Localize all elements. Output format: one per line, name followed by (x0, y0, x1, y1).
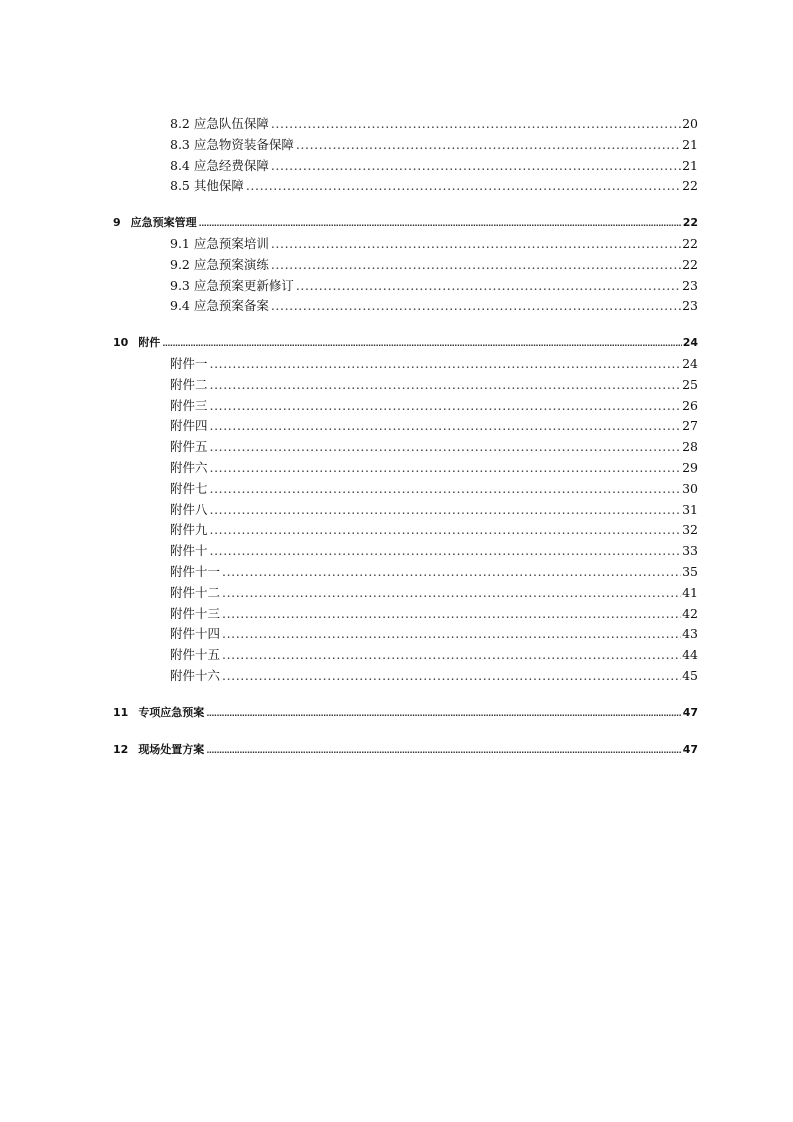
toc-entry[interactable] (113, 354, 698, 375)
table-of-contents (113, 114, 698, 760)
toc-page-number: 23 (682, 277, 698, 293)
toc-title-text: 附件 (138, 336, 161, 350)
toc-title-text: 9.2 应急预案演练 (170, 256, 269, 272)
toc-page-number: 33 (682, 543, 698, 559)
toc-title-text: 附件六 (170, 459, 208, 475)
toc-entry-title (170, 416, 210, 437)
toc-entry[interactable] (113, 541, 698, 562)
toc-entry-title (170, 276, 296, 297)
toc-page-number: 30 (682, 480, 698, 496)
toc-title-text: 附件十二 (170, 584, 221, 600)
toc-page-number: 24 (682, 355, 698, 371)
toc-title-text: 9.4 应急预案备案 (170, 298, 269, 314)
toc-page-number: 21 (682, 136, 698, 152)
toc-title-text: 附件十六 (170, 667, 221, 683)
toc-entry[interactable] (113, 255, 698, 276)
toc-entry-title (170, 255, 271, 276)
dot-leader (222, 604, 681, 625)
toc-title-text: 8.2 应急队伍保障 (170, 116, 269, 131)
toc-entry-title (113, 333, 162, 354)
toc-entry-title (170, 114, 271, 135)
toc-title-text: 附件十 (170, 543, 208, 559)
dot-leader (210, 541, 682, 562)
toc-page-number: 43 (682, 626, 698, 642)
toc-entry-title (170, 541, 210, 562)
toc-title-text: 8.5 其他保障 (170, 178, 244, 194)
toc-page-number: 24 (682, 336, 698, 350)
dot-leader (210, 354, 682, 375)
toc-entry[interactable] (113, 396, 698, 417)
toc-entry[interactable] (113, 479, 698, 500)
toc-entry[interactable] (113, 135, 698, 156)
dot-leader (246, 176, 681, 197)
toc-heading-entry[interactable] (113, 213, 698, 234)
toc-entry-title (170, 234, 271, 255)
toc-section-number: 10 (113, 336, 129, 350)
toc-section-number: 11 (113, 705, 129, 719)
dot-leader (210, 458, 682, 479)
toc-entry-title (170, 583, 222, 604)
toc-page-number: 41 (682, 584, 698, 600)
toc-title-text: 附件三 (170, 397, 208, 413)
toc-entry[interactable] (113, 666, 698, 687)
dot-leader (222, 562, 681, 583)
toc-entry-title (170, 437, 210, 458)
toc-page-number: 22 (682, 235, 698, 251)
toc-page-number: 29 (682, 459, 698, 475)
dot-leader (296, 276, 681, 297)
toc-title-text: 附件七 (170, 480, 208, 496)
toc-title-text: 附件四 (170, 418, 208, 434)
toc-entry-title (170, 296, 271, 317)
toc-title-text: 附件十四 (170, 626, 221, 642)
toc-entry[interactable] (113, 458, 698, 479)
toc-entry[interactable] (113, 375, 698, 396)
toc-page-number: 47 (682, 742, 698, 756)
toc-page-number: 22 (682, 216, 698, 230)
toc-entry-title (170, 135, 296, 156)
toc-page-number: 22 (682, 178, 698, 194)
toc-entry-title (170, 624, 222, 645)
toc-title-text: 8.3 应急物资装备保障 (170, 136, 294, 152)
toc-title-text: 附件十一 (170, 563, 221, 579)
toc-page-number: 28 (682, 439, 698, 455)
toc-title-text: 专项应急预案 (138, 705, 205, 719)
toc-entry[interactable] (113, 562, 698, 583)
toc-entry[interactable] (113, 296, 698, 317)
toc-page-number: 45 (682, 667, 698, 683)
toc-entry[interactable] (113, 500, 698, 521)
toc-title-text: 附件八 (170, 501, 208, 517)
toc-page-number: 42 (682, 605, 698, 621)
toc-page-number: 22 (682, 256, 698, 272)
dot-leader (222, 666, 681, 687)
toc-entry-title (170, 156, 271, 177)
dot-leader (210, 520, 682, 541)
toc-page-number: 31 (682, 501, 698, 517)
dot-leader (206, 740, 681, 762)
toc-entry[interactable] (113, 416, 698, 437)
toc-page-number: 21 (682, 157, 698, 173)
toc-title-text: 应急预案管理 (130, 216, 197, 230)
toc-page-number: 32 (682, 522, 698, 538)
toc-entry[interactable] (113, 604, 698, 625)
toc-entry-title (170, 500, 210, 521)
toc-entry[interactable] (113, 114, 698, 135)
toc-title-text: 9.3 应急预案更新修订 (170, 277, 294, 293)
dot-leader (210, 375, 682, 396)
toc-entry-title (113, 703, 206, 724)
dot-leader (271, 114, 681, 135)
toc-title-text: 附件九 (170, 522, 208, 538)
dot-leader (206, 703, 681, 725)
toc-entry[interactable] (113, 583, 698, 604)
toc-page-number: 23 (682, 298, 698, 314)
toc-entry[interactable] (113, 437, 698, 458)
dot-leader (271, 156, 681, 177)
dot-leader (162, 333, 681, 355)
dot-leader (210, 437, 682, 458)
dot-leader (210, 416, 682, 437)
toc-heading-entry[interactable] (113, 740, 698, 761)
dot-leader (271, 255, 681, 276)
dot-leader (210, 479, 682, 500)
toc-page-number: 26 (682, 397, 698, 413)
dot-leader (222, 624, 681, 645)
dot-leader (210, 500, 682, 521)
dot-leader (210, 396, 682, 417)
dot-leader (296, 135, 681, 156)
dot-leader (271, 234, 681, 255)
toc-section-number: 9 (113, 216, 121, 230)
toc-title-text: 附件十五 (170, 647, 221, 663)
toc-entry-title (170, 666, 222, 687)
toc-entry[interactable] (113, 156, 698, 177)
toc-page-number: 47 (682, 705, 698, 719)
toc-entry[interactable] (113, 520, 698, 541)
toc-page-number: 20 (682, 116, 698, 131)
toc-entry[interactable] (113, 624, 698, 645)
toc-entry-title (170, 458, 210, 479)
toc-entry[interactable] (113, 176, 698, 197)
toc-entry[interactable] (113, 645, 698, 666)
toc-entry-title (170, 354, 210, 375)
toc-heading-entry[interactable] (113, 703, 698, 724)
dot-leader (222, 583, 681, 604)
toc-page-number: 25 (682, 376, 698, 392)
dot-leader (222, 645, 681, 666)
toc-title-text: 现场处置方案 (138, 742, 205, 756)
toc-title-text: 附件五 (170, 439, 208, 455)
toc-entry-title (170, 479, 210, 500)
toc-entry-title (170, 645, 222, 666)
toc-page-number: 35 (682, 563, 698, 579)
toc-title-text: 8.4 应急经费保障 (170, 157, 269, 173)
toc-entry[interactable] (113, 234, 698, 255)
toc-title-text: 附件一 (170, 355, 208, 371)
toc-entry-title (170, 520, 210, 541)
toc-title-text: 9.1 应急预案培训 (170, 235, 269, 251)
dot-leader (271, 296, 681, 317)
toc-entry-title (170, 375, 210, 396)
toc-heading-entry[interactable] (113, 333, 698, 354)
toc-page-number: 44 (682, 647, 698, 663)
toc-title-text: 附件二 (170, 376, 208, 392)
toc-entry-title (113, 740, 206, 761)
toc-entry-title (170, 562, 222, 583)
toc-title-text: 附件十三 (170, 605, 221, 621)
toc-entry-title (170, 176, 246, 197)
toc-entry-title (113, 213, 199, 234)
dot-leader (199, 213, 682, 235)
toc-section-number: 12 (113, 742, 129, 756)
toc-page-number: 27 (682, 418, 698, 434)
toc-entry-title (170, 396, 210, 417)
toc-entry-title (170, 604, 222, 625)
toc-entry[interactable] (113, 276, 698, 297)
